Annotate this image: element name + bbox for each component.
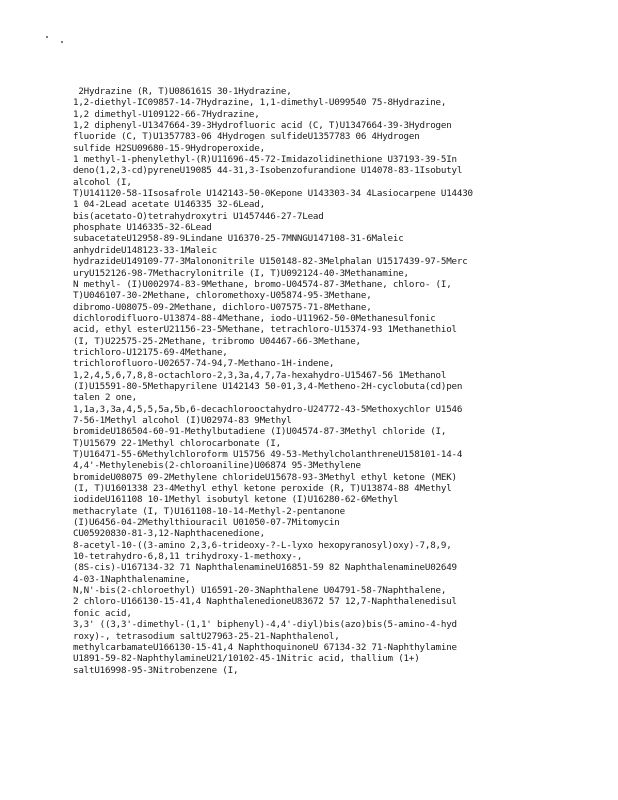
text-line: 1,2 diphenyl-U1347664-39-3Hydrofluoric acid (C, T)U1347664-39-3Hydrogen bbox=[73, 120, 452, 132]
text-line: bis(acetato-O)tetrahydroxytri U1457446-27-7Lead bbox=[73, 210, 324, 222]
text-line: 1 04-2Lead acetate U146335 32-6Lead, bbox=[73, 199, 265, 211]
scan-speck bbox=[46, 36, 48, 38]
text-line: 4-03-1Naphthalenamine, bbox=[73, 573, 191, 585]
text-line: T)U15679 22-1Methyl chlorocarbonate (I, bbox=[73, 437, 281, 449]
text-line: roxy)-, tetrasodium saltU27963-25-21-Naphthalenol, bbox=[73, 630, 340, 642]
text-line: (I)U6456-04-2Methylthiouracil U01050-07-7Mitomycin bbox=[73, 517, 340, 529]
text-line: 1,2,4,5,6,7,8,8-octachloro-2,3,3a,4,7,7a-hexahydro-U15467-56 1Methanol bbox=[73, 369, 447, 381]
text-line: trichloro-U12175-69-4Methane, bbox=[73, 346, 228, 358]
text-line: T)U16471-55-6Methylchloroform U15756 49-53-MethylcholanthreneU158101-14-4 bbox=[73, 449, 463, 460]
text-line: uryU152126-98-7Methacrylonitrile (I, T)U092124-40-3Methanamine, bbox=[73, 267, 409, 279]
text-line: bromideU186504-60-91-Methylbutadiene (I)U04574-87-3Methyl chloride (I, bbox=[73, 426, 447, 438]
text-line: methylcarbamateU166130-15-41,4 NaphthoquinoneU 67134-32 71-Naphthylamine bbox=[73, 641, 457, 653]
text-line: 1 methyl-1-phenylethyl-(R)U11696-45-72-Imidazolidinethione U37193-39-5In bbox=[73, 154, 457, 166]
text-line: (8S-cis)-U167134-32 71 NaphthalenamineU16851-59 82 NaphthalenamineU02649 bbox=[73, 562, 457, 574]
text-line: anhydrideU148123-33-1Maleic bbox=[73, 244, 217, 256]
text-line: 10-tetrahydro-6,8,11 trihydroxy-1-methoxy-, bbox=[73, 551, 303, 563]
text-line: trichlorofluoro-U02657-74-94,7-Methano-1H-indene, bbox=[73, 358, 335, 370]
text-line: CU05920830-81-3,12-Naphthacenedione, bbox=[73, 528, 265, 540]
text-line: 1,2-diethyl-IC09857-14-7Hydrazine, 1,1-dimethyl-U099540 75-8Hydrazine, bbox=[73, 97, 447, 109]
text-line: 1,1a,3,3a,4,5,5,5a,5b,6-decachlorooctahydro-U24772-43-5Methoxychlor U1546 bbox=[73, 403, 463, 415]
text-line: saltU16998-95-3Nitrobenzene (I, bbox=[73, 664, 239, 676]
text-line: phosphate U146335-32-6Lead bbox=[73, 222, 212, 234]
text-line: sulfide H2SU09680-15-9Hydroperoxide, bbox=[73, 142, 265, 154]
text-line: 2Hydrazine (R, T)U086161S 30-1Hydrazine, bbox=[73, 86, 292, 97]
text-line: N methyl- (I)U002974-83-9Methane, bromo-U04574-87-3Methane, chloro- (I, bbox=[73, 278, 452, 290]
text-line: T)U046107-30-2Methane, chloromethoxy-U05874-95-3Methane, bbox=[73, 290, 372, 302]
scan-speck bbox=[61, 41, 63, 43]
text-line: talen 2 one, bbox=[73, 392, 137, 404]
text-line: 3,3' ((3,3'-dimethyl-(1,1' biphenyl)-4,4'-diyl)bis(azo)bis(5-amino-4-hyd bbox=[73, 619, 457, 631]
text-line: dichlorodifluoro-U13874-88-4Methane, iodo-U11962-50-0Methanesulfonic bbox=[73, 312, 436, 324]
text-line: (I, T)U1601338 23-4Methyl ethyl ketone peroxide (R, T)U13874-88 4Methyl bbox=[73, 483, 452, 495]
text-line: 2 chloro-U166130-15-41,4 NaphthalenedioneU83672 57 12,7-Naphthalenedisul bbox=[73, 596, 457, 608]
text-line: U1891-59-82-NaphthylamineU21/10102-45-1Nitric acid, thallium (1+) bbox=[73, 653, 420, 665]
text-line: 8-acetyl-10-((3-amino 2,3,6-trideoxy-?-L-lyxo hexopyranosyl)oxy)-7,8,9, bbox=[73, 539, 452, 551]
chemical-list-text bbox=[73, 86, 613, 676]
text-line: (I, T)U22575-25-2Methane, tribromo U04467-66-3Methane, bbox=[73, 335, 361, 347]
text-line: 1,2 dimethyl-U109122-66-7Hydrazine, bbox=[73, 108, 260, 120]
text-line: N,N'-bis(2-chloroethyl) U16591-20-3Naphthalene U04791-58-7Naphthalene, bbox=[73, 585, 447, 597]
text-line: T)U141120-58-1Isosafrole U142143-50-0Kepone U143303-34 4Lasiocarpene U14430 bbox=[73, 188, 473, 200]
text-line: iodideU161108 10-1Methyl isobutyl ketone (I)U16280-62-6Methyl bbox=[73, 494, 399, 506]
text-line: hydrazideU149109-77-3Malononitrile U150148-82-3Melphalan U1517439-97-5Merc bbox=[73, 256, 468, 268]
text-line: deno(1,2,3-cd)pyreneU19085 44-31,3-Isobenzofurandione U14078-83-1Isobutyl bbox=[73, 165, 463, 177]
text-line: alcohol (I, bbox=[73, 176, 132, 188]
text-line: acid, ethyl esterU21156-23-5Methane, tetrachloro-U15374-93 1Methanethiol bbox=[73, 324, 457, 336]
text-line: (I)U15591-80-5Methapyrilene U142143 50-01,3,4-Metheno-2H-cyclobuta(cd)pen bbox=[73, 380, 463, 392]
text-line: 7-56-1Methyl alcohol (I)U02974-83 9Methyl bbox=[73, 414, 292, 426]
text-line: fluoride (C, T)U1357783-06 4Hydrogen sulfideU1357783 06 4Hydrogen bbox=[73, 131, 420, 143]
text-line: methacrylate (I, T)U161108-10-14-Methyl-2-pentanone bbox=[73, 505, 345, 517]
text-line: 4,4'-Methylenebis(2-chloroaniline)U06874 95-3Methylene bbox=[73, 460, 361, 472]
text-line: subacetateU12958-89-9Lindane U16370-25-7MNNGU147108-31-6Maleic bbox=[73, 233, 404, 245]
text-line: bromideU08075 09-2Methylene chlorideU15678-93-3Methyl ethyl ketone (MEK) bbox=[73, 471, 457, 483]
text-line: fonic acid, bbox=[73, 607, 132, 619]
text-line: dibromo-U08075-09-2Methane, dichloro-U07575-71-8Methane, bbox=[73, 301, 372, 313]
